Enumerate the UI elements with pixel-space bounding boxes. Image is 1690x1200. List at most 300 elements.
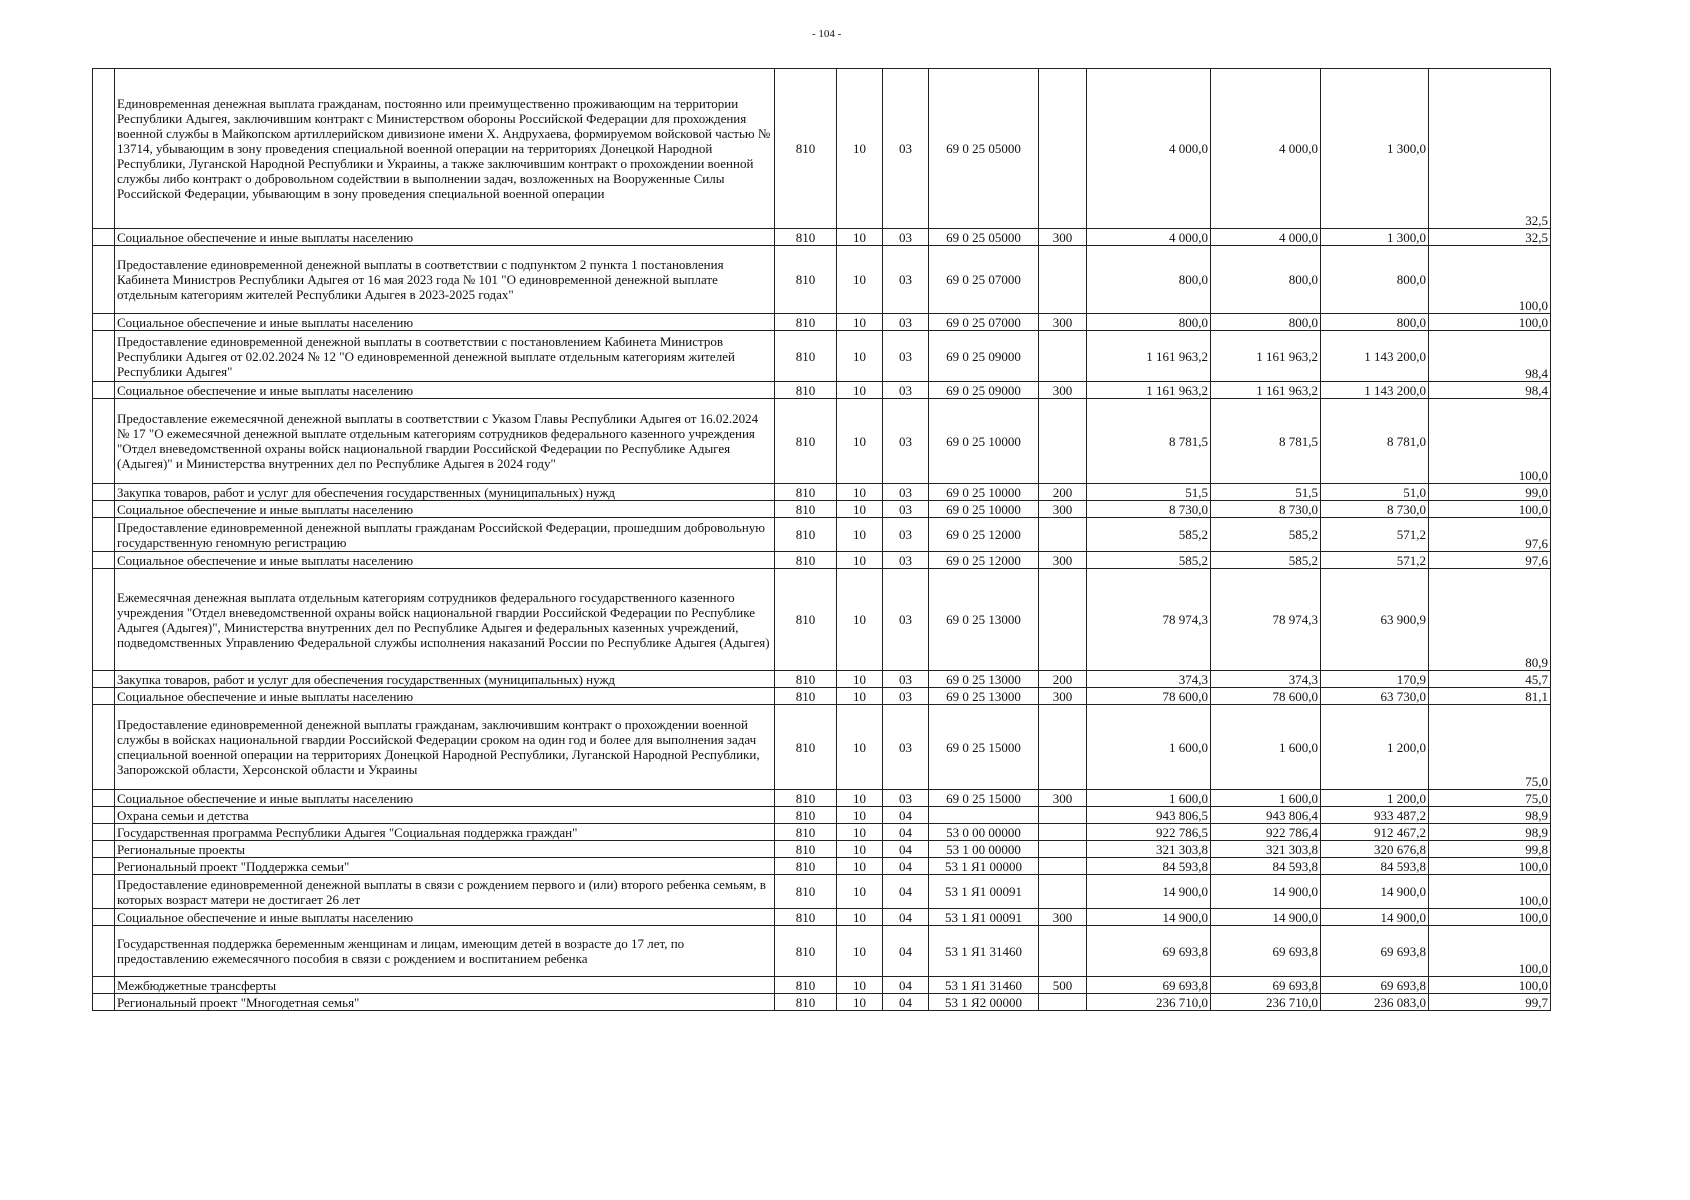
row-value-executed: 236 083,0	[1321, 994, 1429, 1011]
row-rz: 10	[837, 501, 883, 518]
row-pr: 03	[883, 518, 929, 552]
row-csr: 53 1 Я1 00091	[929, 909, 1039, 926]
row-rz: 10	[837, 69, 883, 229]
row-gutter	[93, 484, 115, 501]
row-value-refined: 922 786,4	[1211, 824, 1321, 841]
row-ved: 810	[775, 705, 837, 790]
row-value-plan: 51,5	[1087, 484, 1211, 501]
row-value-plan: 14 900,0	[1087, 909, 1211, 926]
row-vr	[1039, 246, 1087, 314]
row-percent: 75,0	[1429, 705, 1551, 790]
row-rz: 10	[837, 399, 883, 484]
row-gutter	[93, 331, 115, 382]
row-value-plan: 1 600,0	[1087, 705, 1211, 790]
row-ved: 810	[775, 552, 837, 569]
row-ved: 810	[775, 382, 837, 399]
row-value-plan: 4 000,0	[1087, 69, 1211, 229]
row-value-executed: 69 693,8	[1321, 926, 1429, 977]
row-percent: 100,0	[1429, 501, 1551, 518]
row-value-executed: 320 676,8	[1321, 841, 1429, 858]
row-value-refined: 69 693,8	[1211, 977, 1321, 994]
row-csr: 69 0 25 13000	[929, 688, 1039, 705]
row-pr: 03	[883, 671, 929, 688]
row-name: Предоставление единовременной денежной выплаты в соответствии с подпунктом 2 пункта 1 постановления Кабинета Министров Республики Адыгея от 16 мая 2023 года № 101 "О единовременной денежной выплате отдельным категориям жителей Республики Адыгея в 2023-2025 годах"	[115, 246, 775, 314]
row-vr	[1039, 807, 1087, 824]
row-name: Предоставление единовременной денежной выплаты в связи с рождением первого и (или) второго ребенка семьям, в которых возраст матери не достигает 26 лет	[115, 875, 775, 909]
row-value-plan: 800,0	[1087, 314, 1211, 331]
row-value-executed: 63 730,0	[1321, 688, 1429, 705]
row-percent: 99,8	[1429, 841, 1551, 858]
row-gutter	[93, 875, 115, 909]
row-value-refined: 4 000,0	[1211, 69, 1321, 229]
row-value-plan: 14 900,0	[1087, 875, 1211, 909]
row-value-executed: 51,0	[1321, 484, 1429, 501]
row-ved: 810	[775, 399, 837, 484]
row-name: Социальное обеспечение и иные выплаты населению	[115, 314, 775, 331]
row-value-refined: 236 710,0	[1211, 994, 1321, 1011]
row-vr	[1039, 399, 1087, 484]
row-name: Социальное обеспечение и иные выплаты населению	[115, 790, 775, 807]
row-gutter	[93, 994, 115, 1011]
row-gutter	[93, 569, 115, 671]
row-value-executed: 1 300,0	[1321, 69, 1429, 229]
table-row	[93, 246, 1551, 314]
row-vr	[1039, 824, 1087, 841]
row-vr: 300	[1039, 688, 1087, 705]
table-row	[93, 501, 1551, 518]
row-vr	[1039, 994, 1087, 1011]
row-name: Региональные проекты	[115, 841, 775, 858]
row-rz: 10	[837, 858, 883, 875]
row-vr	[1039, 518, 1087, 552]
row-pr: 04	[883, 841, 929, 858]
row-percent: 99,7	[1429, 994, 1551, 1011]
row-value-plan: 8 781,5	[1087, 399, 1211, 484]
row-vr: 500	[1039, 977, 1087, 994]
row-csr: 53 1 Я1 31460	[929, 977, 1039, 994]
row-gutter	[93, 314, 115, 331]
row-percent: 100,0	[1429, 314, 1551, 331]
row-name: Социальное обеспечение и иные выплаты населению	[115, 229, 775, 246]
row-value-executed: 84 593,8	[1321, 858, 1429, 875]
row-pr: 03	[883, 382, 929, 399]
row-value-refined: 14 900,0	[1211, 909, 1321, 926]
row-rz: 10	[837, 382, 883, 399]
row-vr: 300	[1039, 229, 1087, 246]
row-percent: 80,9	[1429, 569, 1551, 671]
row-gutter	[93, 841, 115, 858]
row-csr: 53 1 Я1 00091	[929, 875, 1039, 909]
row-name: Социальное обеспечение и иные выплаты населению	[115, 909, 775, 926]
row-vr: 300	[1039, 382, 1087, 399]
row-gutter	[93, 518, 115, 552]
row-rz: 10	[837, 807, 883, 824]
table-row	[93, 314, 1551, 331]
row-gutter	[93, 246, 115, 314]
table-row	[93, 841, 1551, 858]
row-vr	[1039, 331, 1087, 382]
table-row	[93, 977, 1551, 994]
table-row	[93, 858, 1551, 875]
row-name: Региональный проект "Поддержка семьи"	[115, 858, 775, 875]
table-row	[93, 518, 1551, 552]
row-value-executed: 69 693,8	[1321, 977, 1429, 994]
row-value-plan: 374,3	[1087, 671, 1211, 688]
row-value-plan: 585,2	[1087, 552, 1211, 569]
row-pr: 04	[883, 858, 929, 875]
table-row	[93, 790, 1551, 807]
table-row	[93, 807, 1551, 824]
row-rz: 10	[837, 484, 883, 501]
row-name: Государственная поддержка беременным женщинам и лицам, имеющим детей в возрасте до 17 лет, по предоставлению ежемесячного пособия в связи с рождением и воспитанием ребенка	[115, 926, 775, 977]
row-value-plan: 78 974,3	[1087, 569, 1211, 671]
row-csr: 69 0 25 12000	[929, 552, 1039, 569]
row-pr: 03	[883, 688, 929, 705]
row-ved: 810	[775, 977, 837, 994]
row-csr: 53 1 Я2 00000	[929, 994, 1039, 1011]
row-csr: 69 0 25 13000	[929, 569, 1039, 671]
row-value-refined: 943 806,4	[1211, 807, 1321, 824]
row-pr: 04	[883, 926, 929, 977]
row-value-refined: 51,5	[1211, 484, 1321, 501]
row-rz: 10	[837, 841, 883, 858]
row-value-refined: 1 600,0	[1211, 705, 1321, 790]
row-percent: 100,0	[1429, 875, 1551, 909]
row-vr	[1039, 858, 1087, 875]
row-vr	[1039, 926, 1087, 977]
row-pr: 03	[883, 331, 929, 382]
row-value-executed: 63 900,9	[1321, 569, 1429, 671]
row-rz: 10	[837, 246, 883, 314]
row-value-plan: 69 693,8	[1087, 926, 1211, 977]
row-pr: 04	[883, 824, 929, 841]
row-pr: 03	[883, 399, 929, 484]
row-name: Региональный проект "Многодетная семья"	[115, 994, 775, 1011]
row-pr: 04	[883, 994, 929, 1011]
row-percent: 75,0	[1429, 790, 1551, 807]
row-value-executed: 1 300,0	[1321, 229, 1429, 246]
row-rz: 10	[837, 705, 883, 790]
table-row	[93, 69, 1551, 229]
row-csr: 53 0 00 00000	[929, 824, 1039, 841]
row-value-executed: 912 467,2	[1321, 824, 1429, 841]
row-percent: 100,0	[1429, 977, 1551, 994]
row-percent: 100,0	[1429, 399, 1551, 484]
row-csr: 69 0 25 05000	[929, 69, 1039, 229]
row-csr: 69 0 25 07000	[929, 314, 1039, 331]
row-pr: 04	[883, 909, 929, 926]
row-rz: 10	[837, 518, 883, 552]
row-vr	[1039, 841, 1087, 858]
row-value-refined: 585,2	[1211, 552, 1321, 569]
table-row	[93, 824, 1551, 841]
row-vr	[1039, 875, 1087, 909]
row-value-refined: 1 161 963,2	[1211, 382, 1321, 399]
row-value-executed: 571,2	[1321, 518, 1429, 552]
row-value-plan: 78 600,0	[1087, 688, 1211, 705]
row-gutter	[93, 688, 115, 705]
row-ved: 810	[775, 246, 837, 314]
row-ved: 810	[775, 824, 837, 841]
row-name: Социальное обеспечение и иные выплаты населению	[115, 688, 775, 705]
row-value-refined: 585,2	[1211, 518, 1321, 552]
row-value-refined: 69 693,8	[1211, 926, 1321, 977]
row-ved: 810	[775, 501, 837, 518]
row-rz: 10	[837, 229, 883, 246]
row-rz: 10	[837, 671, 883, 688]
row-name: Социальное обеспечение и иные выплаты населению	[115, 501, 775, 518]
table-row	[93, 875, 1551, 909]
row-ved: 810	[775, 875, 837, 909]
row-rz: 10	[837, 331, 883, 382]
row-pr: 03	[883, 569, 929, 671]
row-value-executed: 14 900,0	[1321, 875, 1429, 909]
row-gutter	[93, 858, 115, 875]
row-pr: 03	[883, 790, 929, 807]
table-row	[93, 994, 1551, 1011]
row-value-refined: 78 974,3	[1211, 569, 1321, 671]
row-csr: 69 0 25 15000	[929, 790, 1039, 807]
row-vr	[1039, 705, 1087, 790]
row-vr: 200	[1039, 484, 1087, 501]
row-value-refined: 84 593,8	[1211, 858, 1321, 875]
row-gutter	[93, 977, 115, 994]
table-row	[93, 484, 1551, 501]
row-percent: 98,4	[1429, 331, 1551, 382]
row-percent: 81,1	[1429, 688, 1551, 705]
row-gutter	[93, 705, 115, 790]
row-ved: 810	[775, 807, 837, 824]
row-percent: 99,0	[1429, 484, 1551, 501]
row-value-refined: 800,0	[1211, 314, 1321, 331]
row-percent: 100,0	[1429, 246, 1551, 314]
row-value-refined: 8 730,0	[1211, 501, 1321, 518]
row-pr: 04	[883, 807, 929, 824]
row-value-executed: 1 200,0	[1321, 705, 1429, 790]
row-ved: 810	[775, 518, 837, 552]
row-value-plan: 236 710,0	[1087, 994, 1211, 1011]
row-csr: 69 0 25 10000	[929, 399, 1039, 484]
row-value-plan: 922 786,5	[1087, 824, 1211, 841]
row-name: Предоставление единовременной денежной выплаты гражданам Российской Федерации, прошедшим добровольную государственную геномную регистрацию	[115, 518, 775, 552]
row-csr: 69 0 25 09000	[929, 331, 1039, 382]
row-csr: 69 0 25 10000	[929, 484, 1039, 501]
row-rz: 10	[837, 790, 883, 807]
row-ved: 810	[775, 926, 837, 977]
row-ved: 810	[775, 484, 837, 501]
row-value-executed: 571,2	[1321, 552, 1429, 569]
row-value-executed: 8 730,0	[1321, 501, 1429, 518]
row-value-refined: 800,0	[1211, 246, 1321, 314]
row-value-plan: 321 303,8	[1087, 841, 1211, 858]
row-name: Ежемесячная денежная выплата отдельным категориям сотрудников федерального государственного казенного учреждения "Отдел вневедомственной охраны войск национальной гвардии Российской Федерации по Республике Адыгея (Адыгея)", Министерства внутренних дел по Республике Адыгея и федеральных казенных учреждений, подведомственных Управлению Федеральной службы исполнения наказаний России по Республике Адыгея (Адыгея)	[115, 569, 775, 671]
row-value-refined: 321 303,8	[1211, 841, 1321, 858]
row-pr: 03	[883, 501, 929, 518]
row-value-plan: 943 806,5	[1087, 807, 1211, 824]
row-gutter	[93, 909, 115, 926]
row-value-executed: 800,0	[1321, 314, 1429, 331]
row-percent: 100,0	[1429, 858, 1551, 875]
row-value-refined: 1 600,0	[1211, 790, 1321, 807]
row-value-plan: 4 000,0	[1087, 229, 1211, 246]
row-gutter	[93, 69, 115, 229]
row-value-plan: 8 730,0	[1087, 501, 1211, 518]
row-pr: 04	[883, 977, 929, 994]
row-ved: 810	[775, 994, 837, 1011]
row-name: Закупка товаров, работ и услуг для обеспечения государственных (муниципальных) нужд	[115, 484, 775, 501]
row-ved: 810	[775, 229, 837, 246]
row-pr: 03	[883, 229, 929, 246]
row-value-plan: 69 693,8	[1087, 977, 1211, 994]
table-row	[93, 909, 1551, 926]
table-row	[93, 331, 1551, 382]
row-csr: 69 0 25 10000	[929, 501, 1039, 518]
row-value-executed: 1 143 200,0	[1321, 382, 1429, 399]
row-pr: 03	[883, 246, 929, 314]
row-csr: 69 0 25 05000	[929, 229, 1039, 246]
row-vr: 300	[1039, 552, 1087, 569]
row-pr: 03	[883, 69, 929, 229]
row-percent: 98,9	[1429, 807, 1551, 824]
table-row	[93, 705, 1551, 790]
row-pr: 04	[883, 875, 929, 909]
row-vr: 300	[1039, 314, 1087, 331]
row-gutter	[93, 501, 115, 518]
row-name: Предоставление ежемесячной денежной выплаты в соответствии с Указом Главы Республики Адыгея от 16.02.2024 № 17 "О ежемесячной денежной выплате отдельным категориям сотрудников федерального казенного учреждения "Отдел вневедомственной охраны войск национальной гвардии Российской Федерации по Республике Адыгея (Адыгея)" и Министерства внутренних дел по Республике Адыгея в 2024 году"	[115, 399, 775, 484]
row-pr: 03	[883, 484, 929, 501]
row-name: Охрана семьи и детства	[115, 807, 775, 824]
row-gutter	[93, 926, 115, 977]
row-rz: 10	[837, 314, 883, 331]
row-rz: 10	[837, 824, 883, 841]
row-name: Межбюджетные трансферты	[115, 977, 775, 994]
row-ved: 810	[775, 69, 837, 229]
row-vr: 300	[1039, 909, 1087, 926]
row-pr: 03	[883, 314, 929, 331]
row-pr: 03	[883, 552, 929, 569]
row-value-refined: 4 000,0	[1211, 229, 1321, 246]
row-percent: 45,7	[1429, 671, 1551, 688]
row-value-executed: 14 900,0	[1321, 909, 1429, 926]
row-value-executed: 170,9	[1321, 671, 1429, 688]
row-rz: 10	[837, 909, 883, 926]
row-value-refined: 14 900,0	[1211, 875, 1321, 909]
row-name: Единовременная денежная выплата гражданам, постоянно или преимущественно проживающим на территории Республики Адыгея, заключившим контракт с Министерством обороны Российской Федерации для прохождения военной службы в Майкопском артиллерийском дивизионе имени Х. Андрухаева, формируемом войсковой частью № 13714, убывающим в зону проведения специальной военной операции на территориях Донецкой Народной Республики, Луганской Народной Республики и Украины, а также заключившим контракт о прохождении военной службы либо контракт о добровольном содействии в выполнении задач, возложенных на Вооруженные Силы Российской Федерации, убывающим в зону проведения специальной военной операции	[115, 69, 775, 229]
row-percent: 98,4	[1429, 382, 1551, 399]
table-row	[93, 399, 1551, 484]
row-rz: 10	[837, 688, 883, 705]
row-name: Социальное обеспечение и иные выплаты населению	[115, 382, 775, 399]
row-value-refined: 374,3	[1211, 671, 1321, 688]
row-csr: 69 0 25 09000	[929, 382, 1039, 399]
table-row	[93, 688, 1551, 705]
row-ved: 810	[775, 331, 837, 382]
row-ved: 810	[775, 858, 837, 875]
row-gutter	[93, 382, 115, 399]
row-pr: 03	[883, 705, 929, 790]
row-ved: 810	[775, 671, 837, 688]
row-gutter	[93, 552, 115, 569]
row-percent: 98,9	[1429, 824, 1551, 841]
row-gutter	[93, 229, 115, 246]
row-value-executed: 8 781,0	[1321, 399, 1429, 484]
row-value-plan: 1 161 963,2	[1087, 382, 1211, 399]
row-rz: 10	[837, 926, 883, 977]
row-name: Закупка товаров, работ и услуг для обеспечения государственных (муниципальных) нужд	[115, 671, 775, 688]
row-value-executed: 1 200,0	[1321, 790, 1429, 807]
row-ved: 810	[775, 688, 837, 705]
table-row	[93, 569, 1551, 671]
row-percent: 97,6	[1429, 518, 1551, 552]
row-vr	[1039, 69, 1087, 229]
row-csr: 53 1 Я1 00000	[929, 858, 1039, 875]
table-row	[93, 552, 1551, 569]
row-vr: 200	[1039, 671, 1087, 688]
row-ved: 810	[775, 790, 837, 807]
row-percent: 100,0	[1429, 926, 1551, 977]
table-row	[93, 926, 1551, 977]
row-csr: 53 1 00 00000	[929, 841, 1039, 858]
row-value-executed: 1 143 200,0	[1321, 331, 1429, 382]
row-ved: 810	[775, 569, 837, 671]
row-gutter	[93, 671, 115, 688]
row-csr	[929, 807, 1039, 824]
row-name: Государственная программа Республики Адыгея "Социальная поддержка граждан"	[115, 824, 775, 841]
row-name: Предоставление единовременной денежной выплаты гражданам, заключившим контракт о прохождении военной службы в войсках национальной гвардии Российской Федерации сроком на один год и более для выполнения задач специальной военной операции на территориях Донецкой Народной Республики, Луганской Народной Республики, Запорожской области, Херсонской области и Украины	[115, 705, 775, 790]
row-vr	[1039, 569, 1087, 671]
row-gutter	[93, 399, 115, 484]
table-row	[93, 671, 1551, 688]
row-rz: 10	[837, 875, 883, 909]
row-gutter	[93, 824, 115, 841]
row-csr: 69 0 25 15000	[929, 705, 1039, 790]
page-number: - 104 -	[812, 28, 842, 40]
row-percent: 32,5	[1429, 229, 1551, 246]
row-ved: 810	[775, 314, 837, 331]
row-csr: 69 0 25 12000	[929, 518, 1039, 552]
row-value-refined: 1 161 963,2	[1211, 331, 1321, 382]
row-value-plan: 585,2	[1087, 518, 1211, 552]
row-ved: 810	[775, 909, 837, 926]
row-value-plan: 800,0	[1087, 246, 1211, 314]
budget-table	[92, 68, 1551, 1011]
row-percent: 32,5	[1429, 69, 1551, 229]
row-csr: 53 1 Я1 31460	[929, 926, 1039, 977]
row-rz: 10	[837, 994, 883, 1011]
row-vr: 300	[1039, 790, 1087, 807]
row-rz: 10	[837, 569, 883, 671]
row-value-refined: 8 781,5	[1211, 399, 1321, 484]
row-ved: 810	[775, 841, 837, 858]
row-gutter	[93, 790, 115, 807]
row-value-refined: 78 600,0	[1211, 688, 1321, 705]
row-gutter	[93, 807, 115, 824]
row-value-executed: 933 487,2	[1321, 807, 1429, 824]
row-csr: 69 0 25 07000	[929, 246, 1039, 314]
row-name: Социальное обеспечение и иные выплаты населению	[115, 552, 775, 569]
row-percent: 100,0	[1429, 909, 1551, 926]
row-value-plan: 1 161 963,2	[1087, 331, 1211, 382]
row-name: Предоставление единовременной денежной выплаты в соответствии с постановлением Кабинета Министров Республики Адыгея от 02.02.2024 № 12 "О единовременной денежной выплате отдельным категориям жителей Республики Адыгея"	[115, 331, 775, 382]
row-csr: 69 0 25 13000	[929, 671, 1039, 688]
row-value-plan: 84 593,8	[1087, 858, 1211, 875]
row-rz: 10	[837, 977, 883, 994]
table-row	[93, 229, 1551, 246]
row-rz: 10	[837, 552, 883, 569]
table-row	[93, 382, 1551, 399]
row-value-plan: 1 600,0	[1087, 790, 1211, 807]
row-value-executed: 800,0	[1321, 246, 1429, 314]
